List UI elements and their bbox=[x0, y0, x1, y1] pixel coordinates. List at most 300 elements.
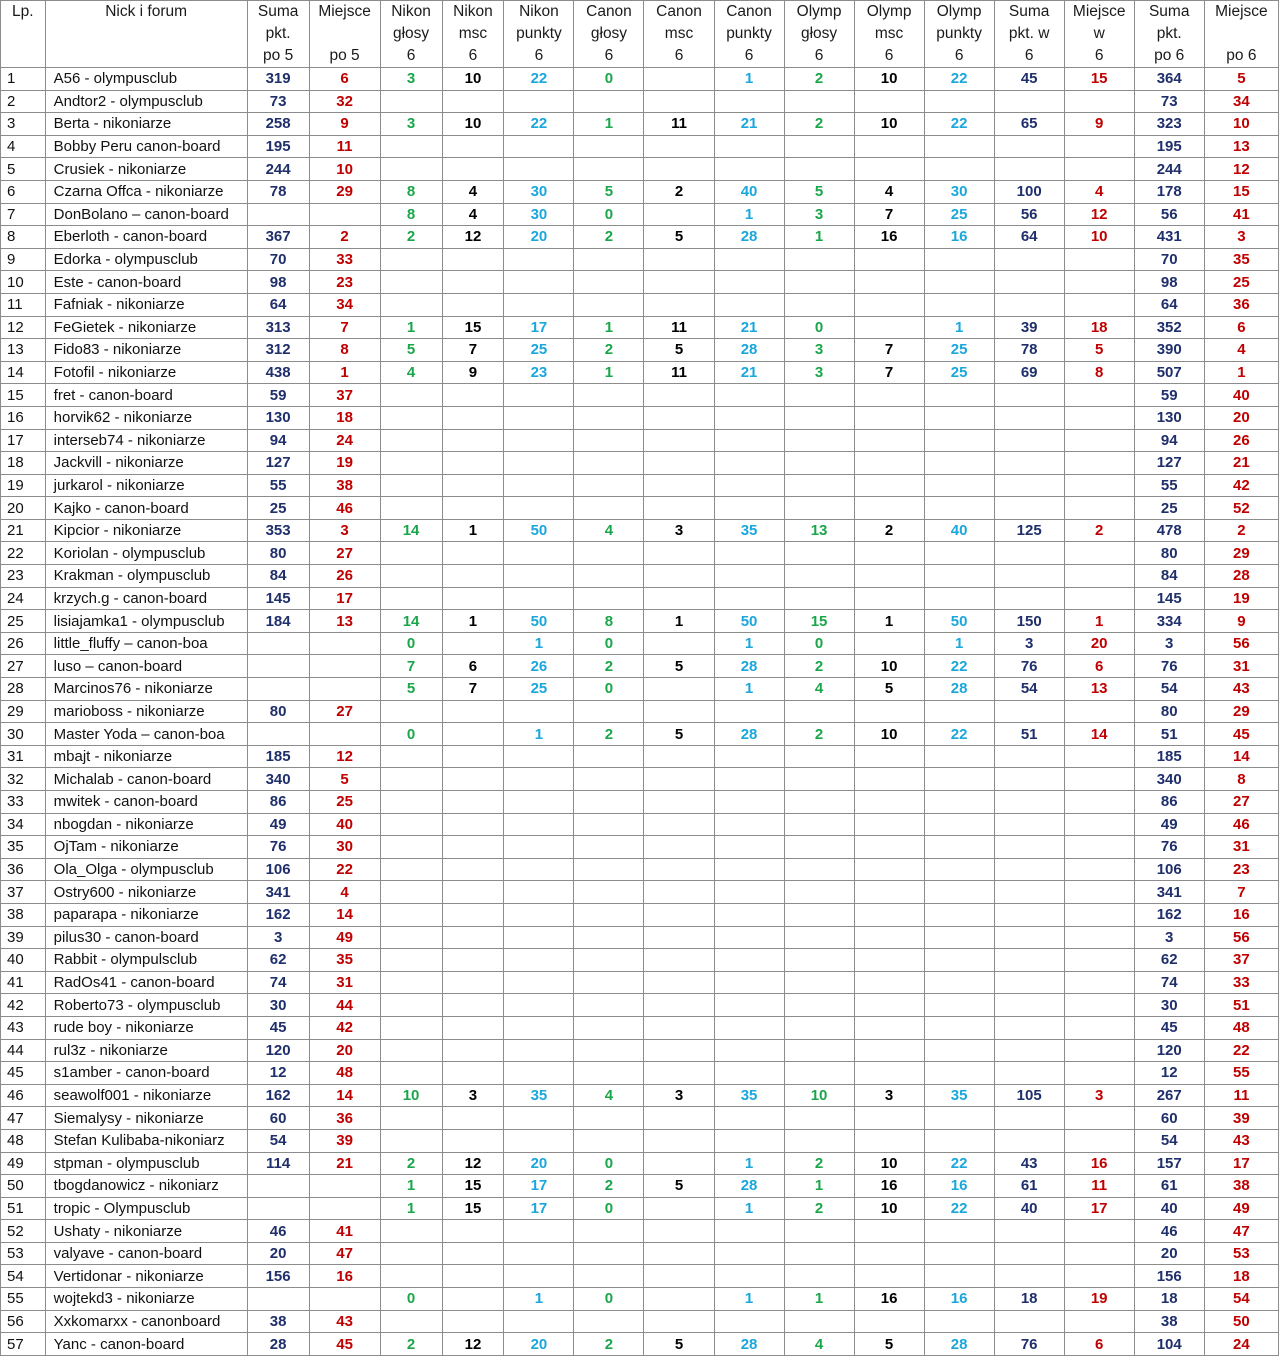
cell-s5: 185 bbox=[247, 745, 309, 768]
cell-s6: 54 bbox=[1134, 1129, 1204, 1152]
cell-ng: 14 bbox=[380, 519, 442, 542]
table-row bbox=[1, 926, 1279, 949]
cell-s6: 130 bbox=[1134, 406, 1204, 429]
cell-nm bbox=[442, 406, 504, 429]
cell-s5: 319 bbox=[247, 68, 309, 91]
cell-op bbox=[924, 745, 994, 768]
column-header-lp bbox=[1, 1, 46, 68]
cell-np: 30 bbox=[504, 180, 574, 203]
cell-s6: 162 bbox=[1134, 903, 1204, 926]
cell-lp: 20 bbox=[1, 497, 46, 520]
column-header-s6 bbox=[1134, 1, 1204, 68]
cell-nick: pilus30 - canon-board bbox=[45, 926, 247, 949]
cell-cg bbox=[574, 1107, 644, 1130]
cell-om bbox=[854, 926, 924, 949]
cell-sw bbox=[994, 745, 1064, 768]
cell-om bbox=[854, 745, 924, 768]
cell-sw: 69 bbox=[994, 361, 1064, 384]
cell-m6: 31 bbox=[1204, 836, 1278, 859]
cell-np: 1 bbox=[504, 1288, 574, 1311]
cell-cg bbox=[574, 135, 644, 158]
cell-om: 16 bbox=[854, 226, 924, 249]
cell-s5: 46 bbox=[247, 1220, 309, 1243]
cell-og bbox=[784, 926, 854, 949]
table-row bbox=[1, 1107, 1279, 1130]
cell-nm: 12 bbox=[442, 226, 504, 249]
cell-ng: 1 bbox=[380, 1197, 442, 1220]
cell-s5: 341 bbox=[247, 881, 309, 904]
cell-ng: 2 bbox=[380, 1333, 442, 1356]
column-header-line: Canon bbox=[656, 3, 702, 20]
cell-m5: 8 bbox=[309, 339, 380, 362]
column-header-line: Nick i forum bbox=[105, 3, 188, 20]
cell-cg: 2 bbox=[574, 1175, 644, 1198]
cell-s5: 59 bbox=[247, 384, 309, 407]
cell-sw bbox=[994, 248, 1064, 271]
cell-s5: 313 bbox=[247, 316, 309, 339]
cell-cp: 1 bbox=[714, 1152, 784, 1175]
cell-om: 7 bbox=[854, 361, 924, 384]
cell-nm bbox=[442, 1107, 504, 1130]
cell-mw: 2 bbox=[1064, 519, 1134, 542]
cell-s6: 341 bbox=[1134, 881, 1204, 904]
cell-mw bbox=[1064, 542, 1134, 565]
table-row bbox=[1, 1288, 1279, 1311]
column-header-cg bbox=[574, 1, 644, 68]
cell-cg: 0 bbox=[574, 68, 644, 91]
cell-s6: 55 bbox=[1134, 474, 1204, 497]
cell-nick: Stefan Kulibaba-nikoniarz bbox=[45, 1129, 247, 1152]
cell-m5: 24 bbox=[309, 429, 380, 452]
cell-s6: 145 bbox=[1134, 587, 1204, 610]
cell-nm bbox=[442, 1288, 504, 1311]
cell-np: 1 bbox=[504, 632, 574, 655]
cell-nm bbox=[442, 271, 504, 294]
column-header-line: 6 bbox=[406, 47, 416, 64]
cell-np bbox=[504, 542, 574, 565]
cell-om: 7 bbox=[854, 339, 924, 362]
cell-op: 50 bbox=[924, 610, 994, 633]
cell-s5: 195 bbox=[247, 135, 309, 158]
cell-cm bbox=[644, 135, 714, 158]
cell-s5: 145 bbox=[247, 587, 309, 610]
cell-s5: 12 bbox=[247, 1062, 309, 1085]
cell-mw: 9 bbox=[1064, 113, 1134, 136]
cell-nm: 10 bbox=[442, 113, 504, 136]
table-row bbox=[1, 632, 1279, 655]
cell-og: 5 bbox=[784, 180, 854, 203]
cell-cg bbox=[574, 474, 644, 497]
cell-nm bbox=[442, 836, 504, 859]
cell-mw: 20 bbox=[1064, 632, 1134, 655]
cell-og bbox=[784, 1107, 854, 1130]
cell-nm bbox=[442, 474, 504, 497]
cell-cg bbox=[574, 90, 644, 113]
cell-m5 bbox=[309, 1175, 380, 1198]
table-row bbox=[1, 1175, 1279, 1198]
table-row bbox=[1, 903, 1279, 926]
cell-m5 bbox=[309, 632, 380, 655]
table-row bbox=[1, 113, 1279, 136]
cell-s6: 74 bbox=[1134, 971, 1204, 994]
cell-np bbox=[504, 1039, 574, 1062]
cell-ng: 0 bbox=[380, 723, 442, 746]
cell-s5: 106 bbox=[247, 858, 309, 881]
cell-m5: 31 bbox=[309, 971, 380, 994]
cell-og bbox=[784, 813, 854, 836]
table-row bbox=[1, 158, 1279, 181]
cell-s6: 364 bbox=[1134, 68, 1204, 91]
cell-op bbox=[924, 791, 994, 814]
table-row bbox=[1, 1039, 1279, 1062]
cell-nick: Bobby Peru canon-board bbox=[45, 135, 247, 158]
cell-np bbox=[504, 949, 574, 972]
cell-op bbox=[924, 587, 994, 610]
column-header-line: 6 bbox=[744, 47, 754, 64]
cell-m5: 46 bbox=[309, 497, 380, 520]
cell-cp bbox=[714, 1039, 784, 1062]
cell-om: 10 bbox=[854, 113, 924, 136]
cell-m6: 14 bbox=[1204, 745, 1278, 768]
cell-op bbox=[924, 271, 994, 294]
cell-cp bbox=[714, 971, 784, 994]
cell-np: 20 bbox=[504, 1333, 574, 1356]
cell-om bbox=[854, 1242, 924, 1265]
cell-om bbox=[854, 135, 924, 158]
cell-s6: 56 bbox=[1134, 203, 1204, 226]
cell-mw bbox=[1064, 836, 1134, 859]
cell-m5: 48 bbox=[309, 1062, 380, 1085]
cell-nick: marioboss - nikoniarze bbox=[45, 700, 247, 723]
cell-cm bbox=[644, 248, 714, 271]
table-row bbox=[1, 745, 1279, 768]
cell-cp bbox=[714, 90, 784, 113]
cell-s6: 3 bbox=[1134, 632, 1204, 655]
column-header-line: 6 bbox=[604, 47, 614, 64]
cell-lp: 17 bbox=[1, 429, 46, 452]
cell-lp: 32 bbox=[1, 768, 46, 791]
cell-np bbox=[504, 587, 574, 610]
cell-ng bbox=[380, 926, 442, 949]
cell-m5 bbox=[309, 678, 380, 701]
cell-sw bbox=[994, 836, 1064, 859]
cell-ng: 2 bbox=[380, 1152, 442, 1175]
cell-m6: 9 bbox=[1204, 610, 1278, 633]
cell-s5: 62 bbox=[247, 949, 309, 972]
cell-s6: 323 bbox=[1134, 113, 1204, 136]
cell-nm bbox=[442, 1062, 504, 1085]
cell-m5: 25 bbox=[309, 791, 380, 814]
cell-s6: 46 bbox=[1134, 1220, 1204, 1243]
cell-og: 2 bbox=[784, 655, 854, 678]
cell-lp: 48 bbox=[1, 1129, 46, 1152]
cell-s5: 28 bbox=[247, 1333, 309, 1356]
cell-cm: 5 bbox=[644, 1175, 714, 1198]
cell-cp bbox=[714, 949, 784, 972]
cell-s6: 76 bbox=[1134, 836, 1204, 859]
cell-cg: 5 bbox=[574, 180, 644, 203]
cell-om bbox=[854, 474, 924, 497]
cell-cg bbox=[574, 971, 644, 994]
cell-cp: 28 bbox=[714, 339, 784, 362]
column-header-line: Nikon bbox=[519, 3, 559, 20]
cell-og: 3 bbox=[784, 339, 854, 362]
cell-og bbox=[784, 836, 854, 859]
cell-sw: 150 bbox=[994, 610, 1064, 633]
cell-m6: 27 bbox=[1204, 791, 1278, 814]
table-row bbox=[1, 1220, 1279, 1243]
cell-lp: 21 bbox=[1, 519, 46, 542]
column-header-line: Olymp bbox=[866, 3, 912, 20]
cell-s6: 390 bbox=[1134, 339, 1204, 362]
cell-np: 25 bbox=[504, 339, 574, 362]
cell-cg: 2 bbox=[574, 226, 644, 249]
cell-nick: paparapa - nikoniarze bbox=[45, 903, 247, 926]
cell-op: 22 bbox=[924, 1152, 994, 1175]
cell-nick: wojtekd3 - nikoniarze bbox=[45, 1288, 247, 1311]
cell-om bbox=[854, 1062, 924, 1085]
cell-op bbox=[924, 293, 994, 316]
column-header-line: pkt. bbox=[1156, 25, 1182, 42]
cell-nm bbox=[442, 1129, 504, 1152]
cell-cp bbox=[714, 791, 784, 814]
cell-op: 28 bbox=[924, 678, 994, 701]
cell-ng bbox=[380, 1107, 442, 1130]
cell-ng bbox=[380, 1220, 442, 1243]
cell-np bbox=[504, 565, 574, 588]
cell-mw bbox=[1064, 1062, 1134, 1085]
table-row bbox=[1, 768, 1279, 791]
cell-cg bbox=[574, 542, 644, 565]
cell-s6: 195 bbox=[1134, 135, 1204, 158]
cell-s6: 478 bbox=[1134, 519, 1204, 542]
cell-nm bbox=[442, 881, 504, 904]
cell-om bbox=[854, 293, 924, 316]
cell-s5: 127 bbox=[247, 452, 309, 475]
cell-s5: 258 bbox=[247, 113, 309, 136]
cell-nick: Czarna Offca - nikoniarze bbox=[45, 180, 247, 203]
cell-lp: 52 bbox=[1, 1220, 46, 1243]
cell-cp bbox=[714, 700, 784, 723]
cell-cm: 5 bbox=[644, 723, 714, 746]
cell-cp bbox=[714, 1310, 784, 1333]
cell-cg bbox=[574, 565, 644, 588]
cell-m5: 36 bbox=[309, 1107, 380, 1130]
cell-sw: 45 bbox=[994, 68, 1064, 91]
column-header-og bbox=[784, 1, 854, 68]
cell-lp: 33 bbox=[1, 791, 46, 814]
column-header-line bbox=[310, 23, 380, 45]
column-header-om bbox=[854, 1, 924, 68]
cell-cg bbox=[574, 858, 644, 881]
cell-m6: 20 bbox=[1204, 406, 1278, 429]
column-header-line: Miejsce bbox=[1215, 3, 1268, 20]
cell-op bbox=[924, 497, 994, 520]
cell-om bbox=[854, 881, 924, 904]
cell-om bbox=[854, 949, 924, 972]
cell-m6: 36 bbox=[1204, 293, 1278, 316]
cell-op bbox=[924, 1129, 994, 1152]
cell-sw bbox=[994, 994, 1064, 1017]
cell-np: 50 bbox=[504, 610, 574, 633]
cell-lp: 22 bbox=[1, 542, 46, 565]
cell-np bbox=[504, 881, 574, 904]
cell-s6: 178 bbox=[1134, 180, 1204, 203]
cell-og bbox=[784, 1220, 854, 1243]
cell-cp bbox=[714, 1107, 784, 1130]
cell-np bbox=[504, 90, 574, 113]
cell-cg bbox=[574, 248, 644, 271]
cell-s6: 30 bbox=[1134, 994, 1204, 1017]
cell-m5: 35 bbox=[309, 949, 380, 972]
cell-mw bbox=[1064, 1039, 1134, 1062]
cell-s6: 157 bbox=[1134, 1152, 1204, 1175]
cell-cp bbox=[714, 994, 784, 1017]
cell-cm bbox=[644, 881, 714, 904]
cell-cg bbox=[574, 293, 644, 316]
cell-mw bbox=[1064, 903, 1134, 926]
cell-m5: 13 bbox=[309, 610, 380, 633]
cell-s5: 73 bbox=[247, 90, 309, 113]
table-row bbox=[1, 858, 1279, 881]
cell-m5: 34 bbox=[309, 293, 380, 316]
cell-lp: 54 bbox=[1, 1265, 46, 1288]
cell-nm bbox=[442, 1242, 504, 1265]
cell-ng: 8 bbox=[380, 203, 442, 226]
cell-s5: 367 bbox=[247, 226, 309, 249]
cell-s6: 40 bbox=[1134, 1197, 1204, 1220]
cell-cp bbox=[714, 1016, 784, 1039]
cell-m6: 50 bbox=[1204, 1310, 1278, 1333]
cell-nm: 12 bbox=[442, 1333, 504, 1356]
column-header-line: pkt. bbox=[265, 25, 291, 42]
cell-nick: Ola_Olga - olympusclub bbox=[45, 858, 247, 881]
cell-op bbox=[924, 903, 994, 926]
cell-np: 26 bbox=[504, 655, 574, 678]
cell-m6: 2 bbox=[1204, 519, 1278, 542]
cell-nick: Este - canon-board bbox=[45, 271, 247, 294]
cell-cm: 3 bbox=[644, 519, 714, 542]
cell-nm: 12 bbox=[442, 1152, 504, 1175]
cell-np bbox=[504, 745, 574, 768]
column-header-line: 6 bbox=[814, 47, 824, 64]
column-header-line: 6 bbox=[1024, 47, 1034, 64]
cell-nick: Xxkomarxx - canonboard bbox=[45, 1310, 247, 1333]
cell-nick: mwitek - canon-board bbox=[45, 791, 247, 814]
table-row bbox=[1, 316, 1279, 339]
cell-s6: 54 bbox=[1134, 678, 1204, 701]
cell-m6: 43 bbox=[1204, 1129, 1278, 1152]
cell-ng bbox=[380, 1310, 442, 1333]
cell-om: 2 bbox=[854, 519, 924, 542]
cell-lp: 10 bbox=[1, 271, 46, 294]
cell-s6: 352 bbox=[1134, 316, 1204, 339]
cell-ng: 0 bbox=[380, 1288, 442, 1311]
cell-nm bbox=[442, 903, 504, 926]
cell-m5 bbox=[309, 723, 380, 746]
table-row bbox=[1, 519, 1279, 542]
cell-cg: 1 bbox=[574, 316, 644, 339]
cell-op bbox=[924, 1265, 994, 1288]
column-header-line: 6 bbox=[1094, 47, 1104, 64]
cell-mw: 17 bbox=[1064, 1197, 1134, 1220]
cell-mw bbox=[1064, 565, 1134, 588]
cell-nm bbox=[442, 632, 504, 655]
cell-og bbox=[784, 293, 854, 316]
cell-sw bbox=[994, 813, 1064, 836]
table-row bbox=[1, 587, 1279, 610]
cell-og bbox=[784, 565, 854, 588]
cell-lp: 31 bbox=[1, 745, 46, 768]
cell-s5: 130 bbox=[247, 406, 309, 429]
cell-ng bbox=[380, 90, 442, 113]
cell-nm bbox=[442, 1220, 504, 1243]
cell-og: 13 bbox=[784, 519, 854, 542]
cell-og: 2 bbox=[784, 1152, 854, 1175]
cell-m6: 5 bbox=[1204, 68, 1278, 91]
cell-m6: 35 bbox=[1204, 248, 1278, 271]
cell-cm bbox=[644, 745, 714, 768]
column-header-line: Canon bbox=[726, 3, 772, 20]
cell-cp bbox=[714, 926, 784, 949]
cell-m5: 41 bbox=[309, 1220, 380, 1243]
cell-s5 bbox=[247, 1175, 309, 1198]
cell-s6: 20 bbox=[1134, 1242, 1204, 1265]
table-row bbox=[1, 474, 1279, 497]
cell-ng bbox=[380, 813, 442, 836]
cell-m6: 47 bbox=[1204, 1220, 1278, 1243]
cell-ng: 4 bbox=[380, 361, 442, 384]
cell-og: 0 bbox=[784, 316, 854, 339]
cell-og bbox=[784, 248, 854, 271]
cell-cm bbox=[644, 971, 714, 994]
cell-s5: 30 bbox=[247, 994, 309, 1017]
cell-nick: Michalab - canon-board bbox=[45, 768, 247, 791]
cell-nick: lisiajamka1 - olympusclub bbox=[45, 610, 247, 633]
column-header-line: po 6 bbox=[1226, 47, 1257, 64]
cell-cm: 5 bbox=[644, 339, 714, 362]
cell-nick: Eberloth - canon-board bbox=[45, 226, 247, 249]
cell-cm bbox=[644, 632, 714, 655]
table-row bbox=[1, 678, 1279, 701]
cell-mw: 4 bbox=[1064, 180, 1134, 203]
cell-s6: 267 bbox=[1134, 1084, 1204, 1107]
cell-m6: 19 bbox=[1204, 587, 1278, 610]
cell-m5: 49 bbox=[309, 926, 380, 949]
cell-om: 5 bbox=[854, 1333, 924, 1356]
cell-mw bbox=[1064, 926, 1134, 949]
cell-cm bbox=[644, 768, 714, 791]
cell-om: 5 bbox=[854, 678, 924, 701]
cell-sw bbox=[994, 971, 1064, 994]
cell-og bbox=[784, 791, 854, 814]
cell-m6: 11 bbox=[1204, 1084, 1278, 1107]
cell-ng bbox=[380, 452, 442, 475]
cell-m5 bbox=[309, 203, 380, 226]
cell-op bbox=[924, 926, 994, 949]
cell-sw bbox=[994, 452, 1064, 475]
cell-nm: 10 bbox=[442, 68, 504, 91]
cell-np: 17 bbox=[504, 316, 574, 339]
cell-ng: 14 bbox=[380, 610, 442, 633]
cell-cm: 11 bbox=[644, 316, 714, 339]
cell-nm bbox=[442, 587, 504, 610]
cell-lp: 14 bbox=[1, 361, 46, 384]
cell-ng: 8 bbox=[380, 180, 442, 203]
cell-sw: 40 bbox=[994, 1197, 1064, 1220]
cell-cm bbox=[644, 1107, 714, 1130]
cell-cp bbox=[714, 1242, 784, 1265]
